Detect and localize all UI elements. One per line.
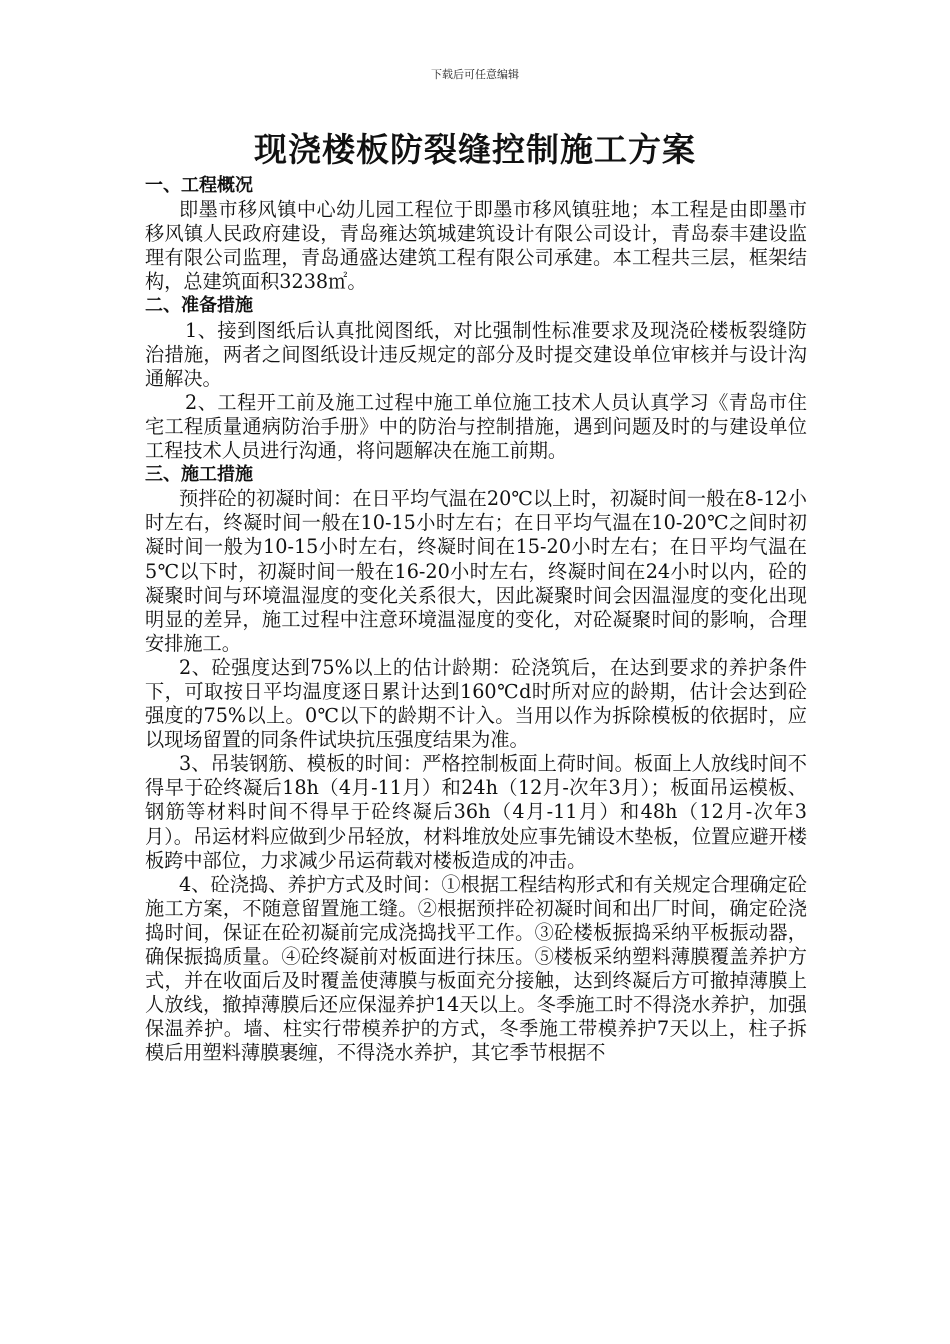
section-heading-preparation: 二、准备措施 xyxy=(145,295,253,317)
paragraph: 即墨市移风镇中心幼儿园工程位于即墨市移风镇驻地；本工程是由即墨市移风镇人民政府建设，青岛雍达筑城建筑设计有限公司设计，青岛泰丰建设监理有限公司监理，青岛通盛达建筑工程有限公司承建。本工程共三层，框架结构，总建筑面积3238㎡。 xyxy=(145,198,807,294)
paragraph: 1、接到图纸后认真批阅图纸，对比强制性标准要求及现浇砼楼板裂缝防治措施，两者之间图纸设计违反规定的部分及时提交建设单位审核并与设计沟通解决。 xyxy=(145,318,807,390)
paragraph: 3、吊装钢筋、模板的时间：严格控制板面上荷时间。板面上人放线时间不得早于砼终凝后18h（4月-11月）和24h（12月-次年3月）；板面吊运模板、钢筋等材料时间不得早于砼终凝后36h（4月-11月）和48h（12月-次年3月）。吊运材料应做到少吊轻放，材料堆放处应事先铺设木垫板，位置应避开楼板跨中部位，力求减少吊运荷载对楼板造成的冲击。 xyxy=(145,752,807,872)
paragraph: 2、工程开工前及施工过程中施工单位施工技术人员认真学习《青岛市住宅工程质量通病防治手册》中的防治与控制措施，遇到问题及时的与建设单位工程技术人员进行沟通，将问题解决在施工前期。 xyxy=(145,390,807,463)
document-title: 现浇楼板防裂缝控制施工方案 xyxy=(254,130,696,169)
section-heading-construction: 三、施工措施 xyxy=(145,464,253,486)
section-heading-overview: 一、工程概况 xyxy=(145,175,253,196)
document-body xyxy=(145,174,807,1065)
paragraph: 2、砼强度达到75%以上的估计龄期：砼浇筑后，在达到要求的养护条件下，可取按日平均温度逐日累计达到160℃d时所对应的龄期，估计会达到砼强度的75%以上。0℃以下的龄期不计入。当用以作为拆除模板的依据时，应以现场留置的同条件试块抗压强度结果为准。 xyxy=(145,655,807,752)
paragraph: 4、砼浇捣、养护方式及时间：①根据工程结构形式和有关规定合理确定砼施工方案，不随意留置施工缝。②根据预拌砼初凝时间和出厂时间，确定砼浇捣时间，保证在砼初凝前完成浇捣找平工作。③砼楼板振捣采纳平板振动器，确保振捣质量。④砼终凝前对板面进行抹压。⑤楼板采纳塑料薄膜覆盖养护方式，并在收面后及时覆盖使薄膜与板面充分接触，达到终凝后方可撤掉薄膜上人放线，撤掉薄膜后还应保湿养护14天以上。冬季施工时不得浇水养护，加强保温养护。墙、柱实行带模养护的方式，冬季施工带模养护7天以上，柱子拆模后用塑料薄膜裹缠，不得浇水养护，其它季节根据不 xyxy=(145,872,807,1065)
paragraph: 预拌砼的初凝时间：在日平均气温在20℃以上时，初凝时间一般在8-12小时左右，终凝时间一般在10-15小时左右；在日平均气温在10-20℃之间时初凝时间一般为10-15小时左右，终凝时间在15-20小时左右；在日平均气温在5℃以下时，初凝时间一般在16-20小时左右，终凝时间在24小时以内，砼的凝聚时间与环境温湿度的变化关系很大，因此凝聚时间会因温湿度的变化出现明显的差异，施工过程中注意环境温湿度的变化，对砼凝聚时间的影响，合理安排施工。 xyxy=(145,487,807,655)
header-note: 下载后可任意编辑 xyxy=(431,68,519,81)
